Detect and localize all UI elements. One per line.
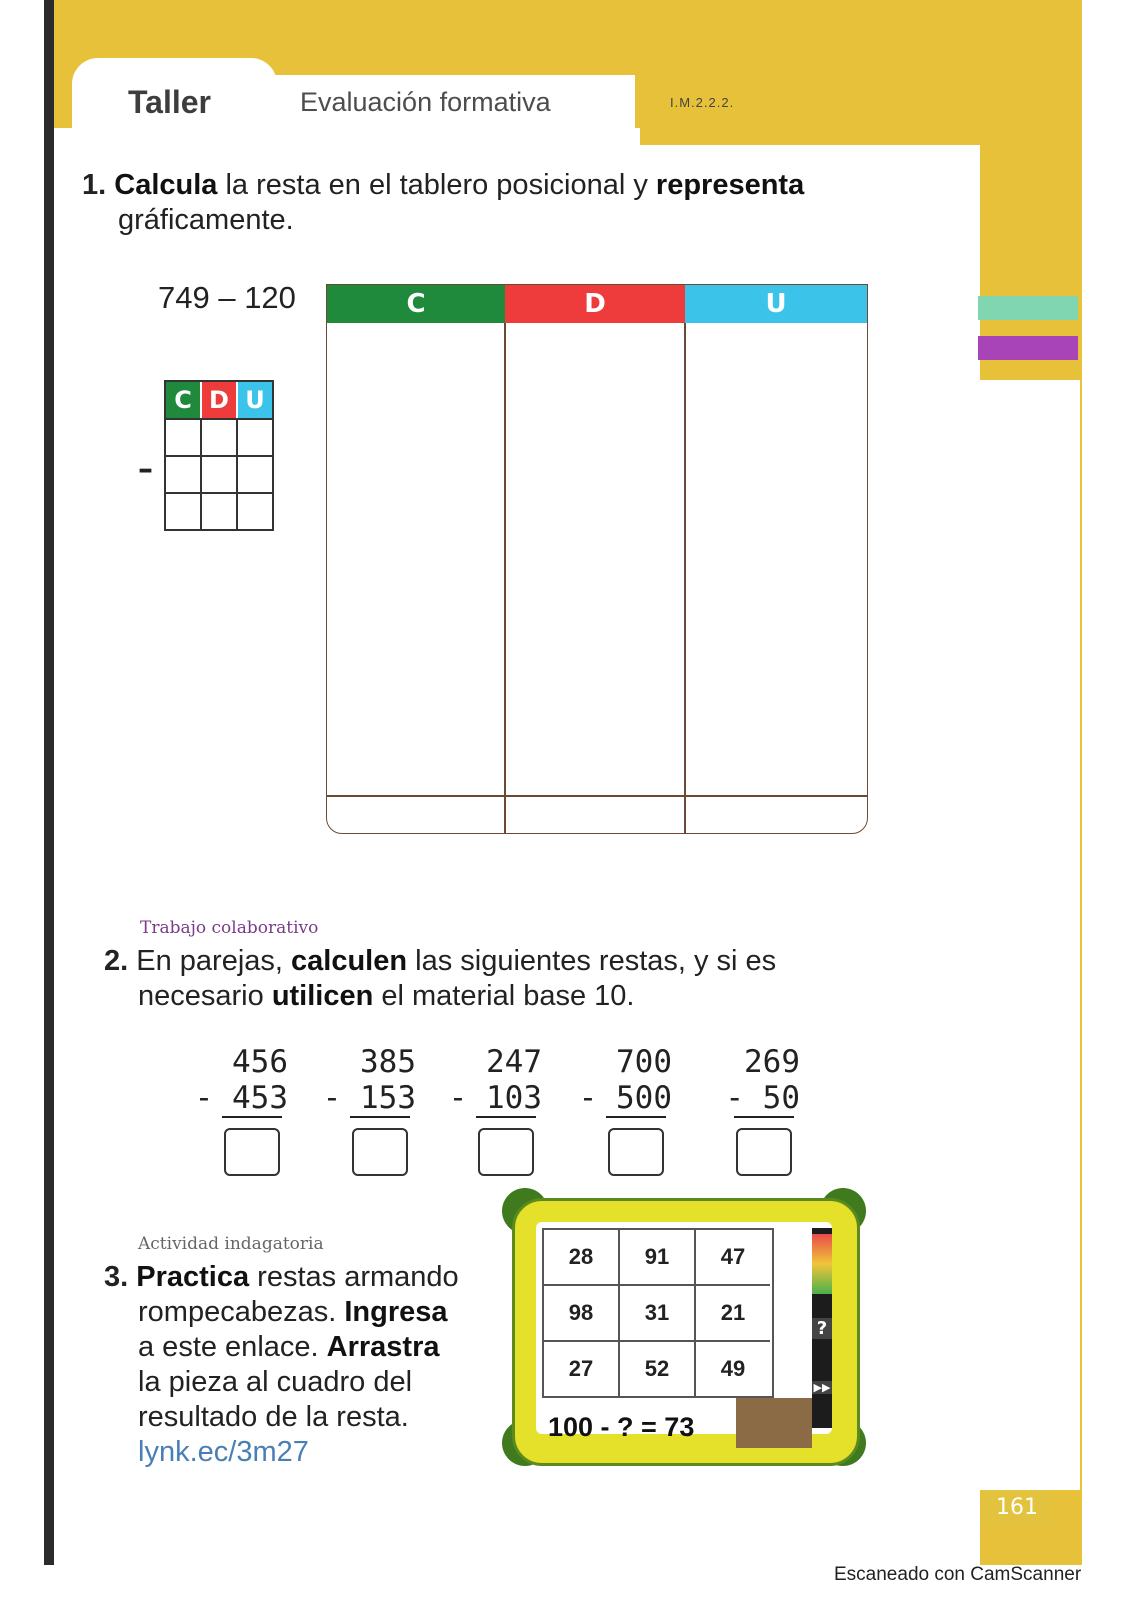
answer-box[interactable] (608, 1128, 664, 1176)
q3-link[interactable]: lynk.ec/3m27 (138, 1436, 309, 1468)
page-left-edge (44, 0, 54, 1565)
q1-number: 1. (82, 169, 107, 201)
board-header-c: C (327, 285, 505, 323)
minuend: 700 (616, 1044, 672, 1080)
puzzle-row (544, 1230, 772, 1286)
puzzle-cell[interactable]: 21 (696, 1286, 770, 1342)
board-result-divider (327, 795, 867, 797)
puzzle-cell[interactable]: 49 (720, 1356, 746, 1381)
result-line (350, 1116, 410, 1118)
q3-verb-arrastra: Arrastra (326, 1331, 440, 1363)
subtraction-problem (306, 1044, 416, 1176)
puzzle-cell[interactable]: 98 (544, 1286, 620, 1342)
q2-number: 2. (104, 945, 129, 977)
puzzle-cell[interactable]: 27 (544, 1342, 620, 1396)
q1-instructions (82, 168, 902, 238)
tab-code-bg (640, 85, 980, 145)
board-divider (504, 323, 506, 833)
tab-evaluacion: Evaluación formativa (300, 87, 551, 117)
puzzle-cell[interactable]: 28 (544, 1230, 620, 1286)
scanner-footer: Escaneado con CamScanner (834, 1564, 1082, 1585)
puzzle-cell[interactable]: 91 (620, 1230, 696, 1286)
next-icon[interactable]: ▶▶ (813, 1381, 831, 1394)
q3-line-5: resultado de la resta. (138, 1401, 409, 1433)
game-equation: 100 - ? = 73 (548, 1412, 695, 1442)
q3-number: 3. (104, 1261, 129, 1293)
color-legend-icon (812, 1234, 832, 1294)
page-right-white (980, 380, 1080, 1490)
minuend: 456 (232, 1044, 288, 1080)
grid-cell[interactable] (166, 494, 200, 529)
subtrahend: - 50 (725, 1080, 800, 1116)
subtraction-problem (690, 1044, 800, 1176)
q3-line-1: restas armando (249, 1261, 459, 1293)
subtraction-problem (562, 1044, 672, 1176)
subtrahend: - 453 (194, 1080, 288, 1116)
puzzle-grid (542, 1228, 774, 1398)
board-header-u: U (685, 285, 867, 323)
q2-verb-calculen: calculen (291, 945, 408, 977)
result-line (606, 1116, 666, 1118)
q3-verb-practica: Practica (136, 1261, 250, 1293)
small-grid-row (166, 418, 272, 455)
page-number: 161 (982, 1490, 1052, 1526)
grid-cell[interactable] (200, 494, 236, 529)
result-line (222, 1116, 282, 1118)
q1-text-1: la resta en el tablero posicional y (217, 169, 656, 201)
grid-cell[interactable] (236, 457, 272, 492)
grid-cell[interactable] (200, 420, 236, 455)
small-grid-row (166, 492, 272, 529)
q1-verb-representa: representa (655, 169, 805, 201)
minuend: 385 (360, 1044, 416, 1080)
grid-cell[interactable] (236, 494, 272, 529)
result-line (734, 1116, 794, 1118)
small-grid-header-c: C (166, 382, 200, 418)
puzzle-cell[interactable]: 31 (620, 1286, 696, 1342)
result-line (476, 1116, 536, 1118)
help-icon[interactable]: ? (812, 1318, 832, 1339)
grid-cell[interactable] (166, 457, 200, 492)
grid-cell[interactable] (200, 457, 236, 492)
small-grid-header-u: U (236, 382, 272, 418)
answer-box[interactable] (352, 1128, 408, 1176)
q2-text-2: las siguientes restas, y si es (407, 945, 777, 977)
q3-tag-actividad-indagatoria: Actividad indagatoria (138, 1234, 324, 1254)
q3-instructions (104, 1260, 504, 1470)
board-header-d: D (505, 285, 685, 323)
q3-verb-ingresa: Ingresa (344, 1296, 448, 1328)
q2-instructions (104, 944, 864, 1014)
puzzle-cell[interactable]: 47 (696, 1230, 770, 1286)
board-divider (684, 323, 686, 833)
purple-stripe (978, 336, 1078, 360)
q2-verb-utilicen: utilicen (271, 980, 374, 1012)
puzzle-row (544, 1286, 772, 1342)
small-place-value-grid (164, 380, 274, 531)
puzzle-cell[interactable]: 52 (620, 1342, 696, 1396)
answer-box[interactable] (736, 1128, 792, 1176)
small-grid-minus-sign: – (138, 452, 153, 487)
curriculum-code: I.M.2.2.2. (670, 95, 735, 110)
small-grid-row (166, 455, 272, 492)
q2-tag-trabajo-colaborativo: Trabajo colaborativo (140, 918, 319, 938)
game-photo-thumbnail (736, 1398, 812, 1448)
place-value-board[interactable] (326, 284, 868, 834)
subtrahend: - 103 (448, 1080, 542, 1116)
answer-box[interactable] (224, 1128, 280, 1176)
subtrahend: - 153 (322, 1080, 416, 1116)
q2-text-1: En parejas, (136, 945, 292, 977)
subtrahend: - 500 (578, 1080, 672, 1116)
q2-text-3: necesario (138, 980, 272, 1012)
grid-cell[interactable] (166, 420, 200, 455)
q1-expression: 749 – 120 (158, 280, 296, 315)
grid-cell[interactable] (236, 420, 272, 455)
small-grid-header-d: D (200, 382, 236, 418)
q2-text-4: el material base 10. (373, 980, 635, 1012)
tab-taller: Taller (128, 84, 211, 120)
q1-text-2: gráficamente. (118, 204, 294, 236)
q3-line-2: rompecabezas. (138, 1296, 345, 1328)
game-side-toolbar (812, 1228, 832, 1428)
q3-line-3: a este enlace. (138, 1331, 327, 1363)
answer-box[interactable] (478, 1128, 534, 1176)
minuend: 247 (486, 1044, 542, 1080)
puzzle-row (544, 1342, 772, 1396)
q3-line-4: la pieza al cuadro del (138, 1366, 413, 1398)
minuend: 269 (744, 1044, 800, 1080)
subtraction-problem (178, 1044, 288, 1176)
q1-verb-calcula: Calcula (114, 169, 218, 201)
green-stripe (978, 296, 1078, 320)
subtraction-problem (432, 1044, 542, 1176)
